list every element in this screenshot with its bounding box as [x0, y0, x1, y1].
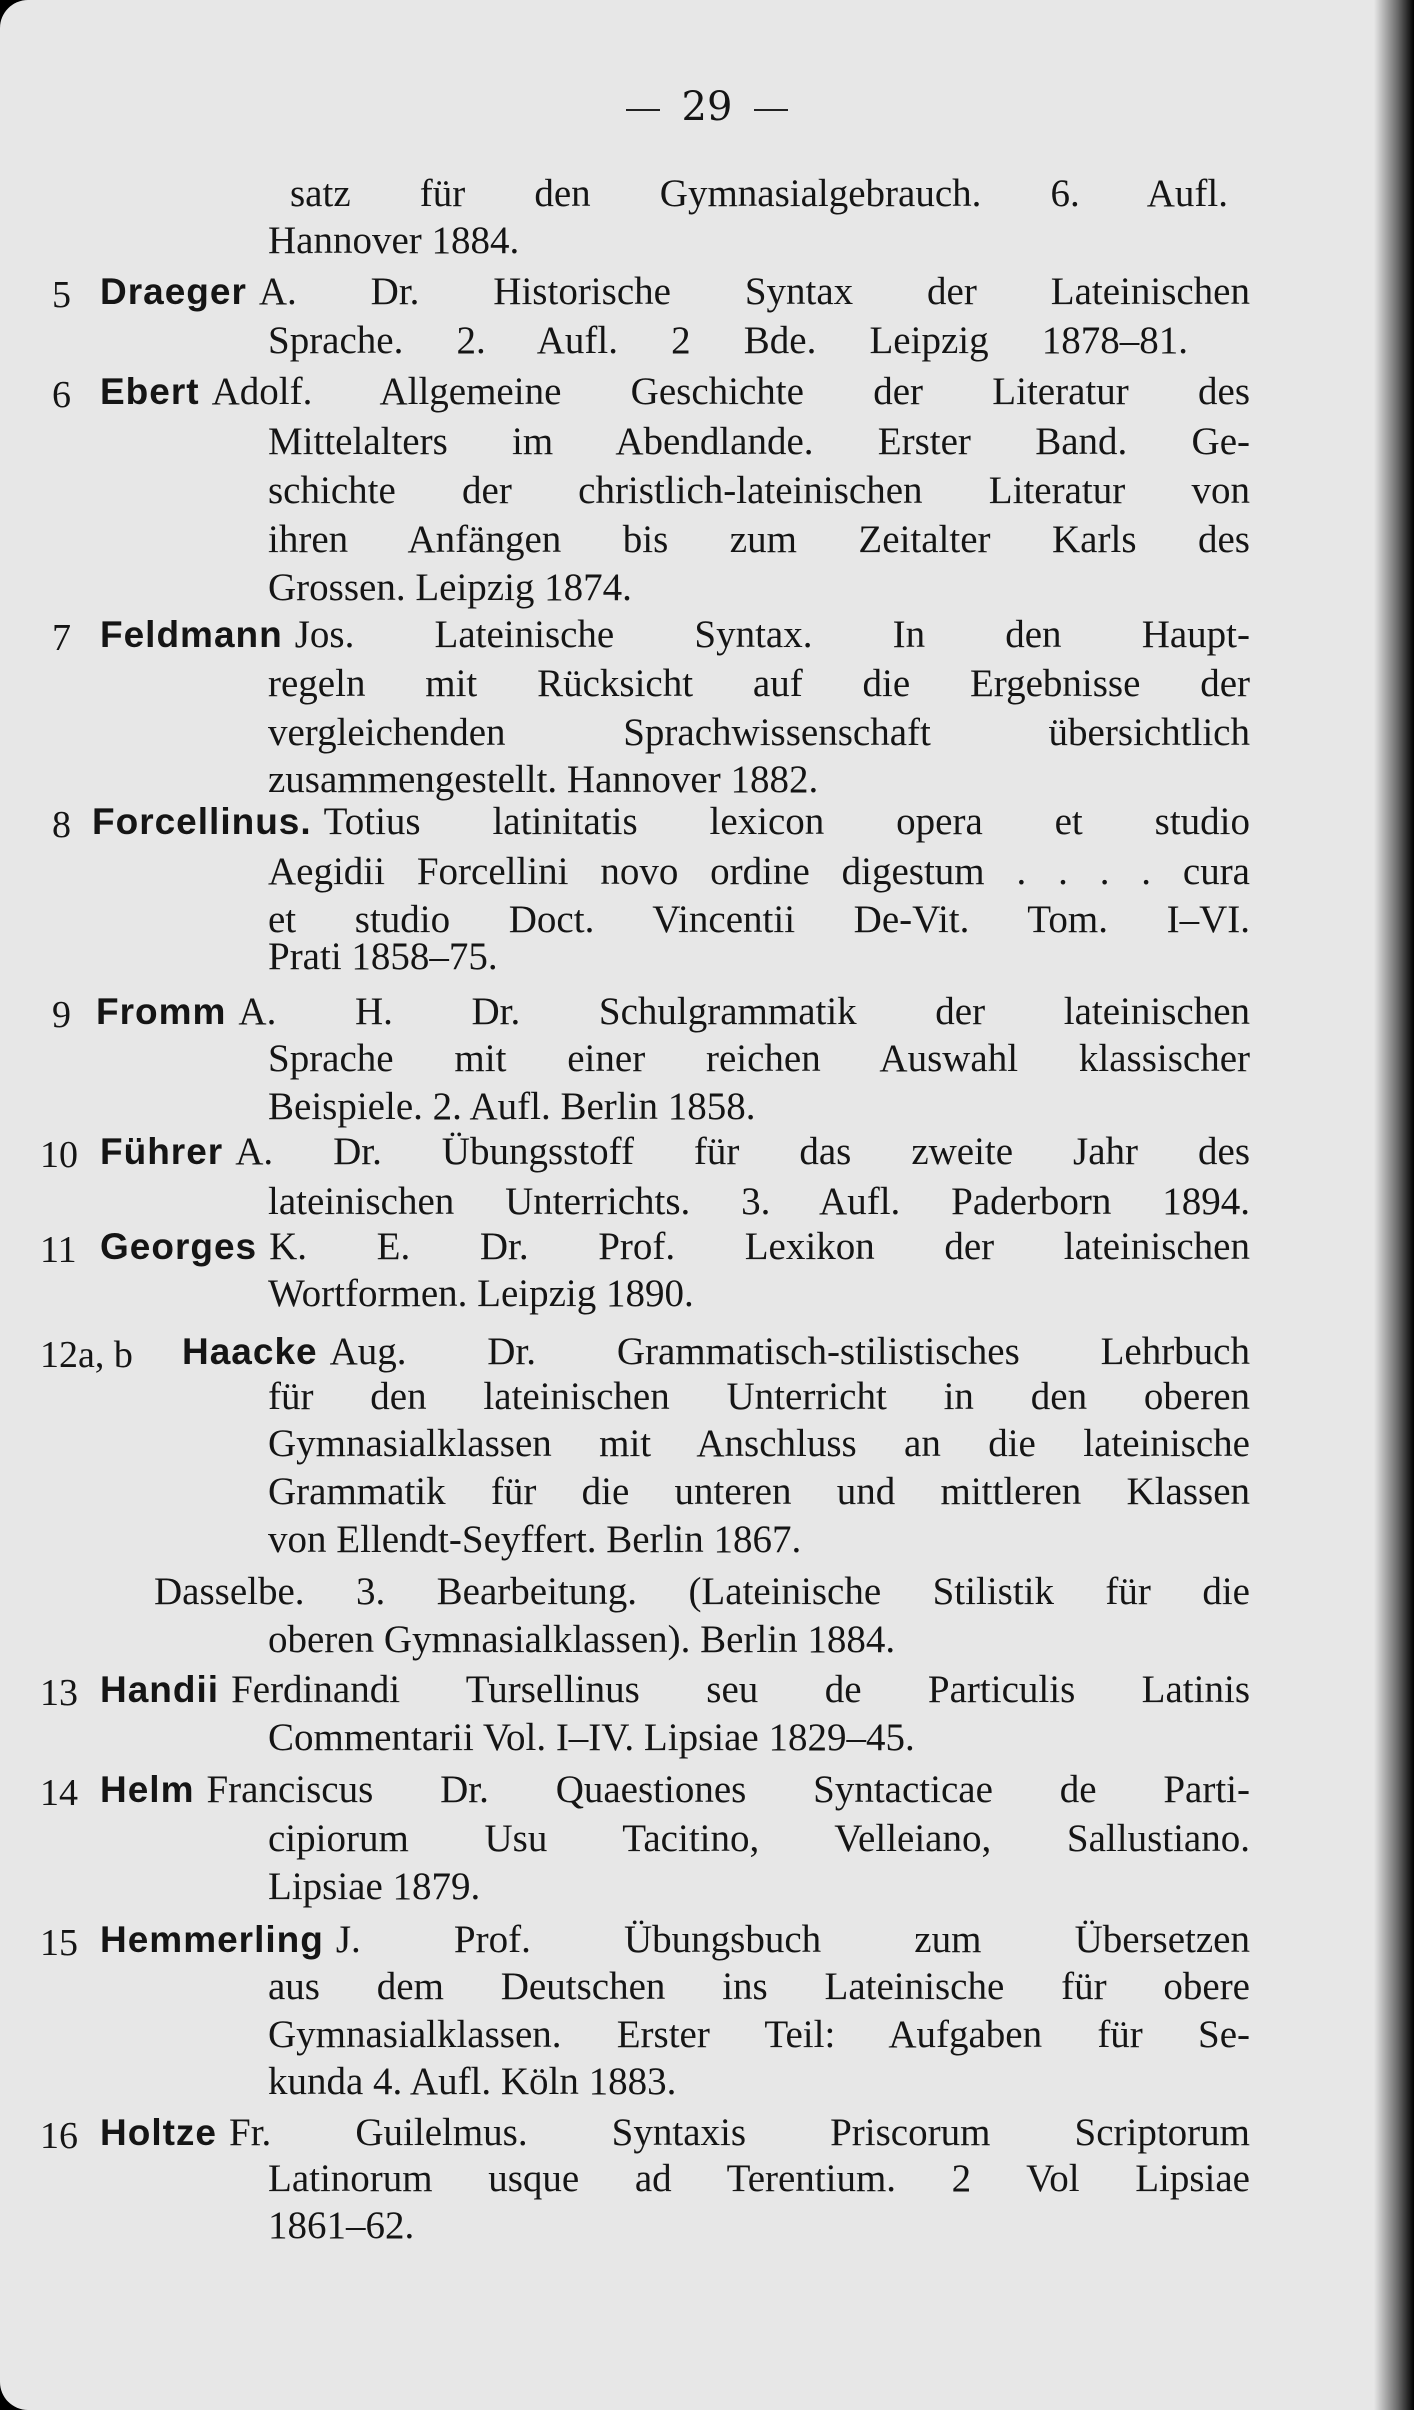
- entry-line: schichte der christlich-lateinischen Literatur von: [268, 469, 1250, 512]
- entry-line: Sprache mit einer reichen Auswahl klassischer: [268, 1037, 1250, 1080]
- entry-line: vergleichenden Sprachwissenschaft übersichtlich: [268, 711, 1250, 754]
- page-number-dash-right: [754, 109, 788, 111]
- entry-author: Handii: [100, 1669, 220, 1710]
- entry-first-line: [96, 990, 1250, 1034]
- entry-line: Sprache. 2. Aufl. 2 Bde. Leipzig 1878–81.: [268, 319, 1188, 362]
- entry-first-line: [92, 800, 1250, 844]
- page-number: 29: [0, 84, 1414, 130]
- entry-number: 8: [52, 804, 71, 846]
- entry-first-line: [100, 2111, 1250, 2155]
- entry-line: Aug. Dr. Grammatisch-stilistisches Lehrbuch: [329, 1330, 1250, 1373]
- entry-first-line: [100, 1225, 1250, 1269]
- entry-number: 10: [40, 1134, 78, 1176]
- entry-line: ihren Anfängen bis zum Zeitalter Karls des: [268, 518, 1250, 561]
- entry-line: Grossen. Leipzig 1874.: [268, 566, 632, 609]
- entry-line: Adolf. Allgemeine Geschichte der Literatur des: [211, 370, 1250, 413]
- entry-line: A. Dr. Übungsstoff für das zweite Jahr des: [235, 1130, 1250, 1173]
- entry-line: Totius latinitatis lexicon opera et studio: [323, 800, 1250, 843]
- entry-line: Beispiele. 2. Aufl. Berlin 1858.: [268, 1085, 756, 1128]
- entry-line: Lipsiae 1879.: [268, 1865, 481, 1908]
- entry-line: Aegidii Forcellini novo ordine digestum . . . . cura: [268, 850, 1250, 893]
- entry-line: aus dem Deutschen ins Lateinische für obere: [268, 1965, 1250, 2008]
- entry-line: Franciscus Dr. Quaestiones Syntacticae de Parti-: [206, 1768, 1250, 1811]
- entry-first-line: [100, 1130, 1250, 1174]
- entry-number: 5: [52, 274, 71, 316]
- entry-author: Helm: [100, 1769, 195, 1810]
- entry-first-line: [100, 613, 1250, 657]
- entry-line: Grammatik für die unteren und mittleren Klassen: [268, 1470, 1250, 1513]
- entry-line: lateinischen Unterrichts. 3. Aufl. Paderborn 1894.: [268, 1180, 1250, 1223]
- entry-line: J. Prof. Übungsbuch zum Übersetzen: [335, 1918, 1250, 1961]
- entry-line: K. E. Dr. Prof. Lexikon der lateinischen: [269, 1225, 1250, 1268]
- entry-number: 12a, b: [40, 1334, 133, 1376]
- entry-line: Hannover 1884.: [268, 219, 520, 262]
- entry-line: zusammengestellt. Hannover 1882.: [268, 758, 819, 801]
- entry-number: 6: [52, 374, 71, 416]
- entry-number: 13: [40, 1672, 78, 1714]
- entry-line: Gymnasialklassen. Erster Teil: Aufgaben für Se-: [268, 2013, 1250, 2056]
- entry-line: von Ellendt-Seyffert. Berlin 1867.: [268, 1518, 802, 1561]
- entry-author: Forcellinus.: [92, 801, 312, 842]
- entry-line: Ferdinandi Tursellinus seu de Particulis Latinis: [231, 1668, 1250, 1711]
- entry-first-line: [100, 370, 1250, 414]
- entry-author: Haacke: [182, 1331, 318, 1372]
- entry-line: 1861–62.: [268, 2204, 415, 2247]
- entry-line: A. H. Dr. Schulgrammatik der lateinischen: [238, 990, 1250, 1033]
- entry-number: 16: [40, 2115, 78, 2157]
- entry-number: 11: [40, 1229, 77, 1271]
- entry-line: Commentarii Vol. I–IV. Lipsiae 1829–45.: [268, 1716, 915, 1759]
- entry-author: Draeger: [100, 271, 247, 312]
- entry-first-line: [100, 1668, 1250, 1712]
- entry-number: 9: [52, 994, 71, 1036]
- entry-number: 7: [52, 617, 71, 659]
- page-edge-shadow: [1374, 0, 1414, 2410]
- entry-line: Dasselbe. 3. Bearbeitung. (Lateinische Stilistik für die: [154, 1570, 1250, 1613]
- entry-line: cipiorum Usu Tacitino, Velleiano, Sallustiano.: [268, 1817, 1250, 1860]
- entry-line: satz für den Gymnasialgebrauch. 6. Aufl.: [290, 172, 1228, 215]
- entry-line: für den lateinischen Unterricht in den oberen: [268, 1375, 1250, 1418]
- entry-number: 14: [40, 1772, 78, 1814]
- entry-line: A. Dr. Historische Syntax der Lateinischen: [258, 270, 1250, 313]
- entry-author: Holtze: [100, 2112, 217, 2153]
- entry-line: kunda 4. Aufl. Köln 1883.: [268, 2060, 677, 2103]
- entry-line: Fr. Guilelmus. Syntaxis Priscorum Scriptorum: [229, 2111, 1250, 2154]
- entry-author: Hemmerling: [100, 1919, 324, 1960]
- entry-number: 15: [40, 1922, 78, 1964]
- entry-line: Prati 1858–75.: [268, 935, 498, 978]
- entry-author: Fromm: [96, 991, 227, 1032]
- entry-first-line: [100, 270, 1250, 314]
- entry-first-line: [100, 1768, 1250, 1812]
- entry-author: Georges: [100, 1226, 258, 1267]
- entry-line: Mittelalters im Abendlande. Erster Band. Ge-: [268, 420, 1250, 463]
- entry-first-line: [100, 1918, 1250, 1962]
- entry-line: Jos. Lateinische Syntax. In den Haupt-: [294, 613, 1250, 656]
- entry-author: Feldmann: [100, 614, 283, 655]
- entry-line: Gymnasialklassen mit Anschluss an die lateinische: [268, 1422, 1250, 1465]
- entry-line: oberen Gymnasialklassen). Berlin 1884.: [268, 1618, 896, 1661]
- entry-line: regeln mit Rücksicht auf die Ergebnisse der: [268, 662, 1250, 705]
- entry-first-line: [182, 1330, 1250, 1374]
- page-number-dash-left: [626, 109, 660, 111]
- entry-line: Latinorum usque ad Terentium. 2 Vol Lipsiae: [268, 2157, 1250, 2200]
- entry-author: Ebert: [100, 371, 200, 412]
- entry-line: Wortformen. Leipzig 1890.: [268, 1272, 694, 1315]
- entry-line: et studio Doct. Vincentii De-Vit. Tom. I–VI.: [268, 898, 1250, 941]
- entry-author: Führer: [100, 1131, 224, 1172]
